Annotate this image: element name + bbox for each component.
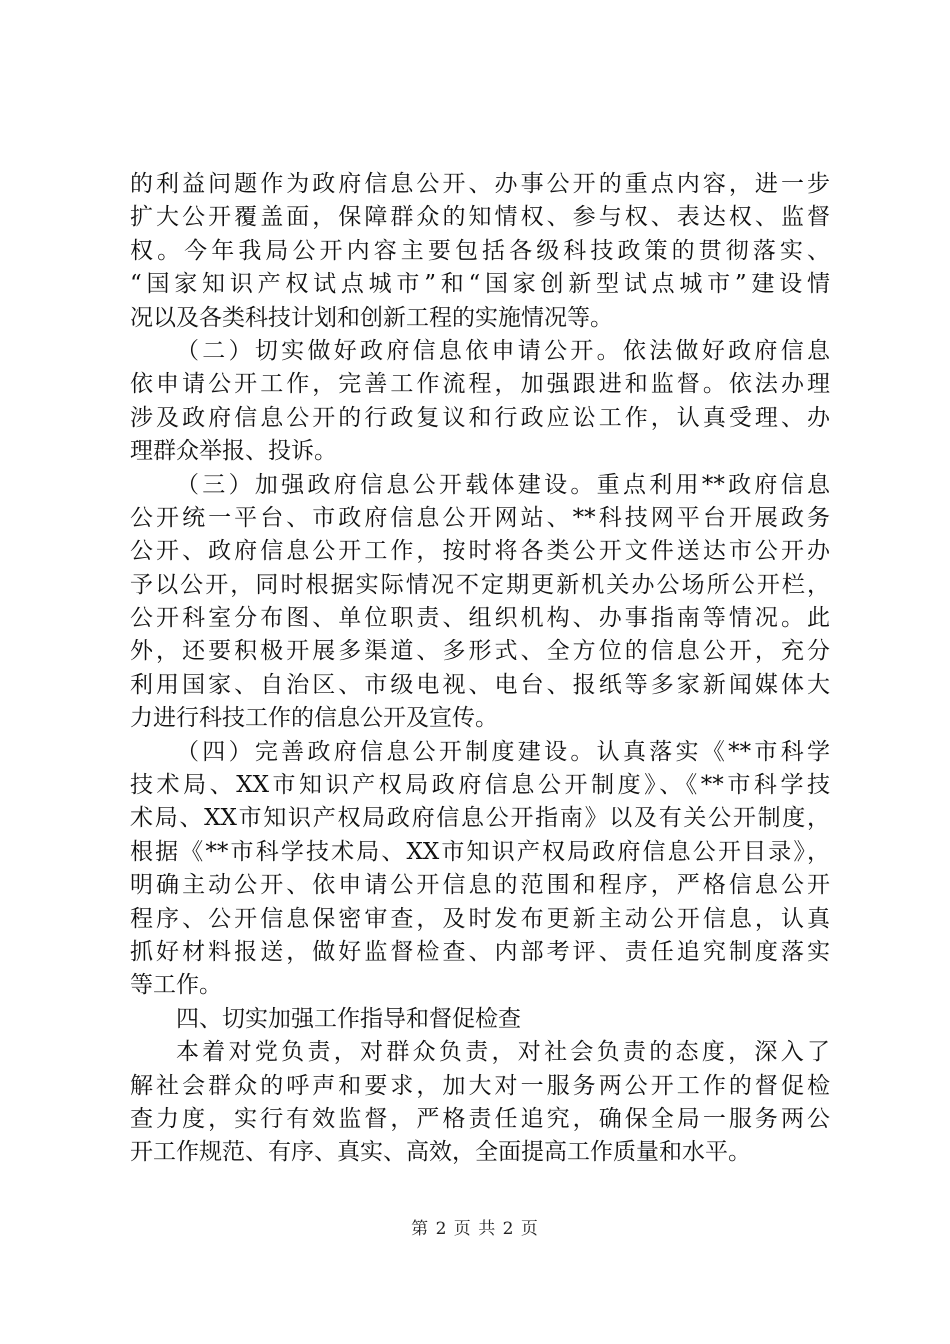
paragraph — [130, 1036, 830, 1170]
text-line: 公开、政府信息公开工作，按时将各类公开文件送达市公开办 — [130, 538, 830, 565]
paragraph — [130, 736, 830, 1003]
text-line: 程序、公开信息保密审查，及时发布更新主动公开信息，认真 — [130, 905, 830, 932]
text-line: 根据《**市科学技术局、XX市知识产权局政府信息公开目录》， — [130, 838, 830, 865]
paragraph — [130, 335, 830, 469]
text-line: 予以公开，同时根据实际情况不定期更新机关办公场所公开栏， — [130, 571, 830, 598]
text-line: 开工作规范、有序、真实、高效，全面提高工作质量和水平。 — [130, 1139, 751, 1166]
text-line: 技术局、XX市知识产权局政府信息公开制度》、《**市科学技 — [130, 772, 830, 799]
page-footer: 第 2 页 共 2 页 — [411, 1219, 539, 1239]
text-line: 本着对党负责，对群众负责，对社会负责的态度，深入了 — [176, 1039, 830, 1066]
text-line: 的利益问题作为政府信息公开、办事公开的重点内容，进一步 — [130, 171, 830, 197]
text-line: “国家知识产权试点城市”和“国家创新型试点城市”建设情 — [130, 271, 830, 298]
text-line: 公开统一平台、市政府信息公开网站、**科技网平台开展政务 — [130, 504, 830, 531]
text-line: （二）切实做好政府信息依申请公开。依法做好政府信息 — [176, 337, 830, 364]
text-line: 术局、XX市知识产权局政府信息公开指南》以及有关公开制度， — [130, 805, 830, 832]
text-line: 利用国家、自治区、市级电视、电台、报纸等多家新闻媒体大 — [130, 671, 830, 698]
text-line: 外，还要积极开展多渠道、多形式、全方位的信息公开，充分 — [130, 638, 830, 665]
paragraph — [130, 469, 830, 736]
text-line: 扩大公开覆盖面，保障群众的知情权、参与权、表达权、监督 — [130, 204, 830, 231]
text-line: 查力度，实行有效监督，严格责任追究，确保全局一服务两公 — [130, 1105, 830, 1132]
text-line: 力进行科技工作的信息公开及宣传。 — [130, 705, 498, 732]
text-line: 况以及各类科技计划和创新工程的实施情况等。 — [130, 304, 613, 331]
text-line: 等工作。 — [130, 972, 222, 999]
text-line: 抓好材料报送，做好监督检查、内部考评、责任追究制度落实 — [130, 938, 830, 965]
text-line: 涉及政府信息公开的行政复议和行政应讼工作，认真受理、办 — [130, 404, 830, 431]
paragraph — [130, 1003, 830, 1036]
text-line: 理群众举报、投诉。 — [130, 438, 337, 465]
body-text — [130, 168, 830, 1170]
text-line: 权。今年我局公开内容主要包括各级科技政策的贯彻落实、 — [130, 237, 830, 264]
text-line: 解社会群众的呼声和要求，加大对一服务两公开工作的督促检 — [130, 1072, 830, 1099]
text-line: 依申请公开工作，完善工作流程，加强跟进和监督。依法办理 — [130, 371, 830, 398]
text-line: 四、切实加强工作指导和督促检查 — [176, 1005, 521, 1032]
text-line: （四）完善政府信息公开制度建设。认真落实《**市科学 — [176, 738, 830, 765]
text-line: 公开科室分布图、单位职责、组织机构、办事指南等情况。此 — [130, 605, 830, 632]
text-line: （三）加强政府信息公开载体建设。重点利用**政府信息 — [176, 471, 830, 498]
text-line: 明确主动公开、依申请公开信息的范围和程序，严格信息公开 — [130, 872, 830, 899]
paragraph — [130, 168, 830, 335]
